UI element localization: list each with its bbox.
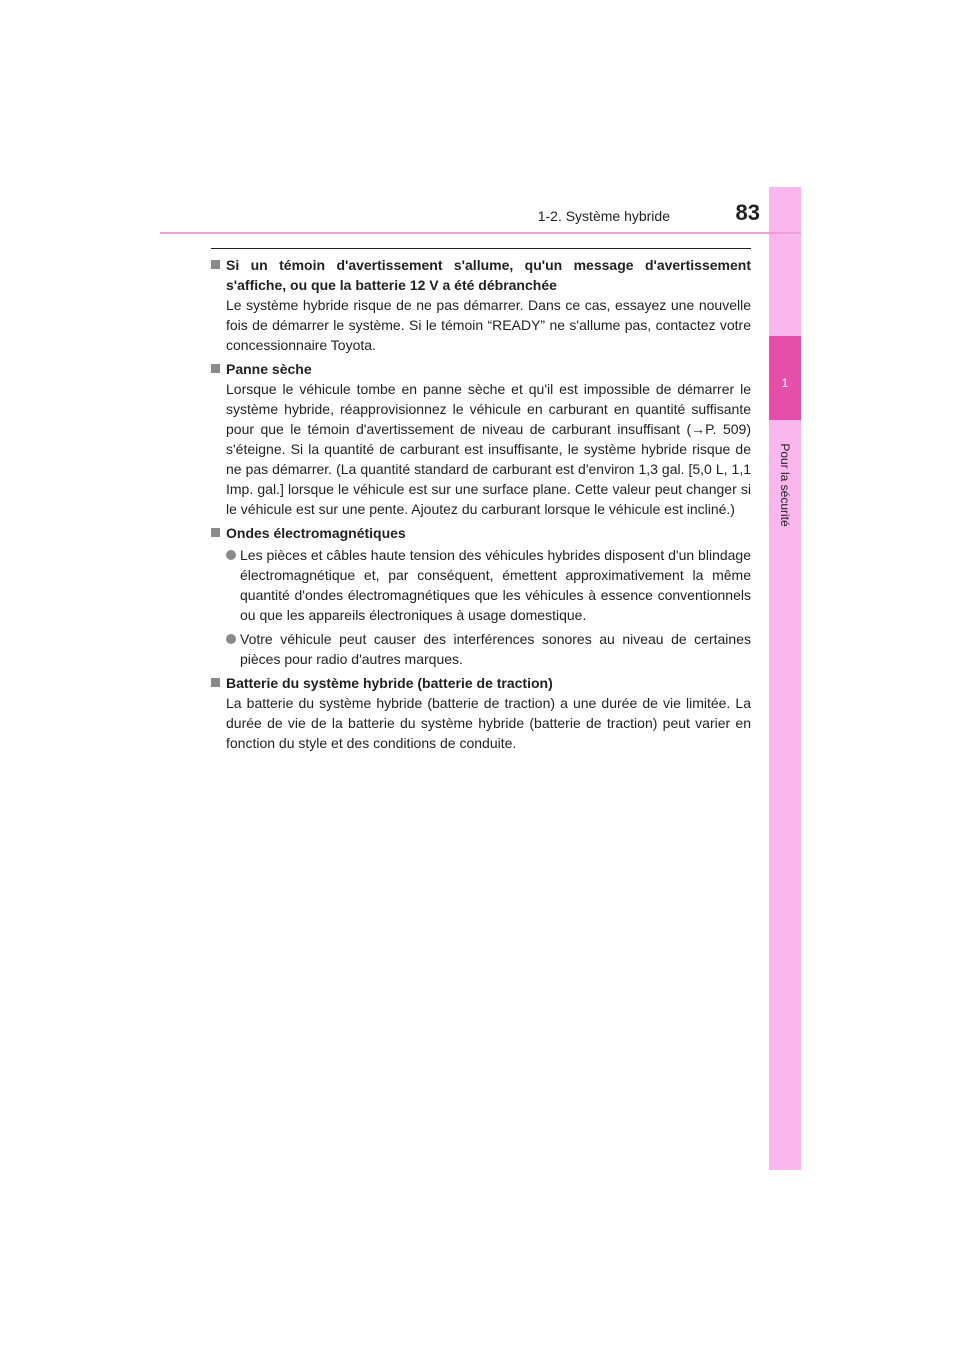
item-body: Lorsque le véhicule tombe en panne sèche et qu'il est impossible de démarrer le système hybride, réapprovisionnez le véhicule en carburant en quantité suffisante pour que le témoin d'avertissement de niveau de carburant insuffisant (→P. 509) s'éteigne. Si la quantité de carburant est insuffisante, le système hybride risque de ne pas démarrer. (La quantité standard de carburant est d'environ 1,3 gal. [5,0 L, 1,1 Imp. gal.] lorsque le véhicule est sur une surface plane. Cette valeur peut changer si le véhicule est sur une pente. Ajoutez du carburant lorsque le véhicule est incliné.) [226,381,751,517]
content-divider [211,248,751,249]
bullet-text: Votre véhicule peut causer des interférences sonores au niveau de certaines pièces pour radio d'autres marques. [240,631,751,667]
square-bullet-icon [211,678,220,687]
page-number: 83 [735,200,760,225]
item-traction-battery [211,673,751,753]
item-fuel-empty [211,359,751,519]
item-title: Si un témoin d'avertissement s'allume, qu'un message d'avertissement s'affiche, ou que la batterie 12 V a été débranchée [226,257,751,293]
square-bullet-icon [211,260,220,269]
item-title: Ondes électromagnétiques [226,525,406,541]
item-electromagnetic-waves [211,523,751,669]
item-body: Le système hybride risque de ne pas démarrer. Dans ce cas, essayez une nouvelle fois de démarrer le système. Si le témoin “READY” ne s'allume pas, contactez votre concessionnaire Toyota. [226,297,751,353]
bullet-text: Les pièces et câbles haute tension des véhicules hybrides disposent d'un blindage électromagnétique et, par conséquent, émettent approximativement la même quantité d'ondes électromagnétiques que les véhicules à essence conventionnels ou que les appareils électroniques à usage domestique. [240,547,751,623]
chapter-label: Pour la sécurité [778,443,792,527]
chapter-number: 1 [781,376,789,390]
chapter-side-tab [769,187,801,1170]
item-body: La batterie du système hybride (batterie de traction) a une durée de vie limitée. La durée de vie de la batterie du système hybride (batterie de traction) peut varier en fonction du style et des conditions de conduite. [226,695,751,751]
list-item [226,545,751,625]
round-bullet-icon [226,550,236,560]
item-title: Panne sèche [226,361,312,377]
square-bullet-icon [211,364,220,373]
item-warning-light [211,255,751,355]
square-bullet-icon [211,528,220,537]
round-bullet-icon [226,634,236,644]
header-divider [160,232,801,234]
item-title: Batterie du système hybride (batterie de traction) [226,675,553,691]
section-title: 1-2. Système hybride [537,208,670,224]
content-body [211,255,751,757]
list-item [226,629,751,669]
